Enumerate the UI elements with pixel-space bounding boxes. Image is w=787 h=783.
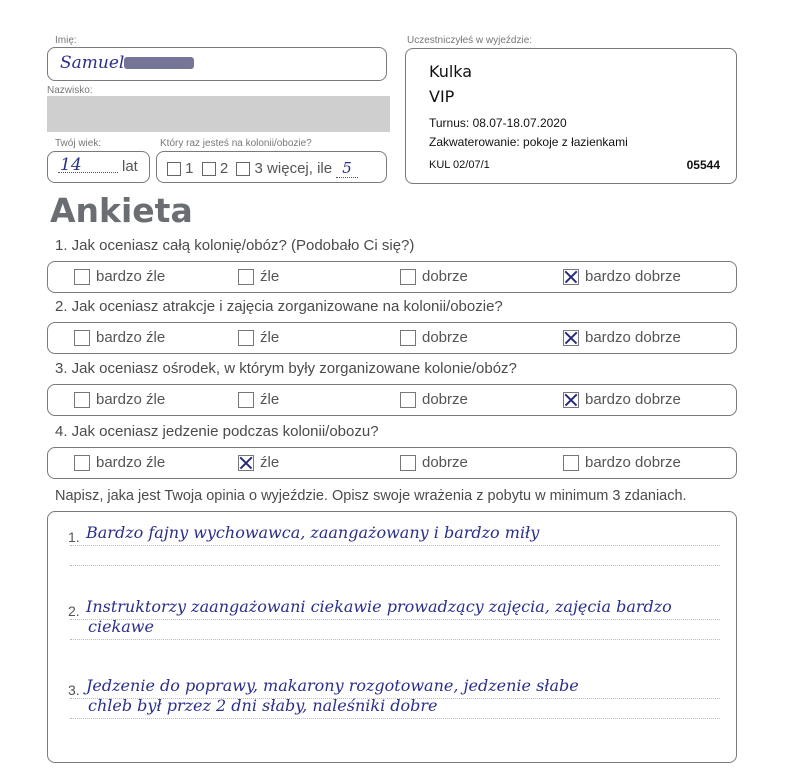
answer-row <box>47 261 737 293</box>
answer-option[interactable] <box>74 454 165 471</box>
answer-option-label: źle <box>260 391 280 408</box>
answer-option-label: bardzo dobrze <box>585 391 681 408</box>
answer-row <box>47 447 737 479</box>
answer-option-label: bardzo źle <box>96 329 166 346</box>
answer-option-label: źle <box>260 268 280 285</box>
answer-checkbox[interactable] <box>400 455 416 471</box>
answer-row <box>47 322 737 354</box>
count-option-1: 1 <box>185 160 194 177</box>
trip-box <box>405 48 737 184</box>
trip-name: Kulka <box>429 62 473 81</box>
answer-option-label: dobrze <box>422 454 468 471</box>
answer-checkbox[interactable] <box>238 269 254 285</box>
age-field[interactable] <box>47 151 150 183</box>
answer-option[interactable] <box>238 329 279 346</box>
answer-checkbox[interactable] <box>400 269 416 285</box>
answer-option-label: dobrze <box>422 268 468 285</box>
trip-code: KUL 02/07/1 <box>429 159 490 171</box>
count-option-3: 3 więcej, ile <box>254 160 333 177</box>
trip-type: VIP <box>429 87 455 106</box>
opinion-prompt: Napisz, jaka jest Twoja opinia o wyjeździe. Opisz swoje wrażenia z pobytu w minimum 3 zdaniach. <box>55 488 687 504</box>
answer-checkbox[interactable] <box>563 392 579 408</box>
writing-line <box>70 718 720 719</box>
question-text: 1. Jak oceniasz całą kolonię/obóz? (Podobało Ci się?) <box>55 237 415 254</box>
answer-checkbox[interactable] <box>238 330 254 346</box>
writing-line <box>70 565 720 566</box>
surname-redacted <box>47 96 390 132</box>
opinion-box[interactable] <box>47 511 737 763</box>
answer-option-label: bardzo źle <box>96 268 166 285</box>
count-checkbox-3[interactable] <box>236 162 250 176</box>
answer-row <box>47 384 737 416</box>
answer-option[interactable] <box>74 329 165 346</box>
answer-checkbox[interactable] <box>74 269 90 285</box>
answer-option-label: bardzo źle <box>96 391 166 408</box>
answer-checkbox[interactable] <box>238 455 254 471</box>
answer-option-label: bardzo dobrze <box>585 268 681 285</box>
answer-checkbox[interactable] <box>563 455 579 471</box>
answer-option-label: bardzo dobrze <box>585 454 681 471</box>
answer-option-label: bardzo dobrze <box>585 329 681 346</box>
name-label: Imię: <box>55 35 77 46</box>
trip-label: Uczestniczyłeś w wyjeździe: <box>407 35 533 46</box>
name-field[interactable] <box>47 47 387 81</box>
answer-option-label: źle <box>260 454 280 471</box>
count-value: 5 <box>336 159 358 178</box>
writing-line <box>70 545 720 546</box>
question-text: 3. Jak oceniasz ośrodek, w którym były zorganizowane kolonie/obóz? <box>55 360 517 377</box>
answer-option[interactable] <box>400 329 468 346</box>
answer-option[interactable] <box>400 391 468 408</box>
count-option-2: 2 <box>219 160 229 177</box>
answer-option[interactable] <box>400 268 468 285</box>
trip-turnus: Turnus: 08.07-18.07.2020 <box>429 116 567 130</box>
answer-checkbox[interactable] <box>563 269 579 285</box>
opinion-text: chleb był przez 2 dni słaby, naleśniki dobre <box>88 696 438 715</box>
answer-checkbox[interactable] <box>400 330 416 346</box>
age-dotline <box>58 172 118 173</box>
surname-label: Nazwisko: <box>47 85 93 96</box>
answer-checkbox[interactable] <box>238 392 254 408</box>
answer-option-label: dobrze <box>422 329 468 346</box>
name-value: Samuel <box>60 53 125 73</box>
answer-option[interactable] <box>74 268 165 285</box>
question-text: 4. Jak oceniasz jedzenie podczas kolonii/obozu? <box>55 423 379 440</box>
answer-checkbox[interactable] <box>74 392 90 408</box>
question-text: 2. Jak oceniasz atrakcje i zajęcia zorganizowane na kolonii/obozie? <box>55 298 503 315</box>
opinion-number: 1. <box>68 529 80 545</box>
opinion-number: 3. <box>68 682 80 698</box>
answer-option[interactable] <box>563 454 681 471</box>
age-label: Twój wiek: <box>55 138 102 149</box>
count-checkbox-2[interactable] <box>202 162 216 176</box>
colony-label: Który raz jesteś na kolonii/obozie? <box>160 138 312 149</box>
answer-checkbox[interactable] <box>400 392 416 408</box>
opinion-text: Bardzo fajny wychowawca, zaangażowany i bardzo miły <box>86 523 540 542</box>
answer-checkbox[interactable] <box>563 330 579 346</box>
age-value: 14 <box>60 155 82 175</box>
answer-checkbox[interactable] <box>74 455 90 471</box>
opinion-text: ciekawe <box>88 617 154 636</box>
count-checkbox-1[interactable] <box>167 162 181 176</box>
answer-option-label: źle <box>260 329 280 346</box>
answer-option[interactable] <box>74 391 165 408</box>
answer-option[interactable] <box>238 454 279 471</box>
answer-checkbox[interactable] <box>74 330 90 346</box>
writing-line <box>70 639 720 640</box>
answer-option-label: dobrze <box>422 391 468 408</box>
answer-option[interactable] <box>563 329 681 346</box>
answer-option[interactable] <box>238 268 279 285</box>
colony-count-field <box>156 151 387 183</box>
answer-option[interactable] <box>400 454 468 471</box>
answer-option[interactable] <box>563 268 681 285</box>
age-unit: lat <box>122 158 138 175</box>
page-title: Ankieta <box>50 191 193 230</box>
redaction-scribble <box>124 57 194 69</box>
opinion-text: Jedzenie do poprawy, makarony rozgotowane, jedzenie słabe <box>86 676 579 695</box>
writing-line <box>70 619 720 620</box>
trip-number: 05544 <box>686 158 720 172</box>
answer-option-label: bardzo źle <box>96 454 166 471</box>
trip-accommodation: Zakwaterowanie: pokoje z łazienkami <box>429 135 628 149</box>
answer-option[interactable] <box>563 391 681 408</box>
opinion-text: Instruktorzy zaangażowani ciekawie prowadzący zajęcia, zajęcia bardzo <box>86 597 672 616</box>
opinion-number: 2. <box>68 603 80 619</box>
answer-option[interactable] <box>238 391 279 408</box>
